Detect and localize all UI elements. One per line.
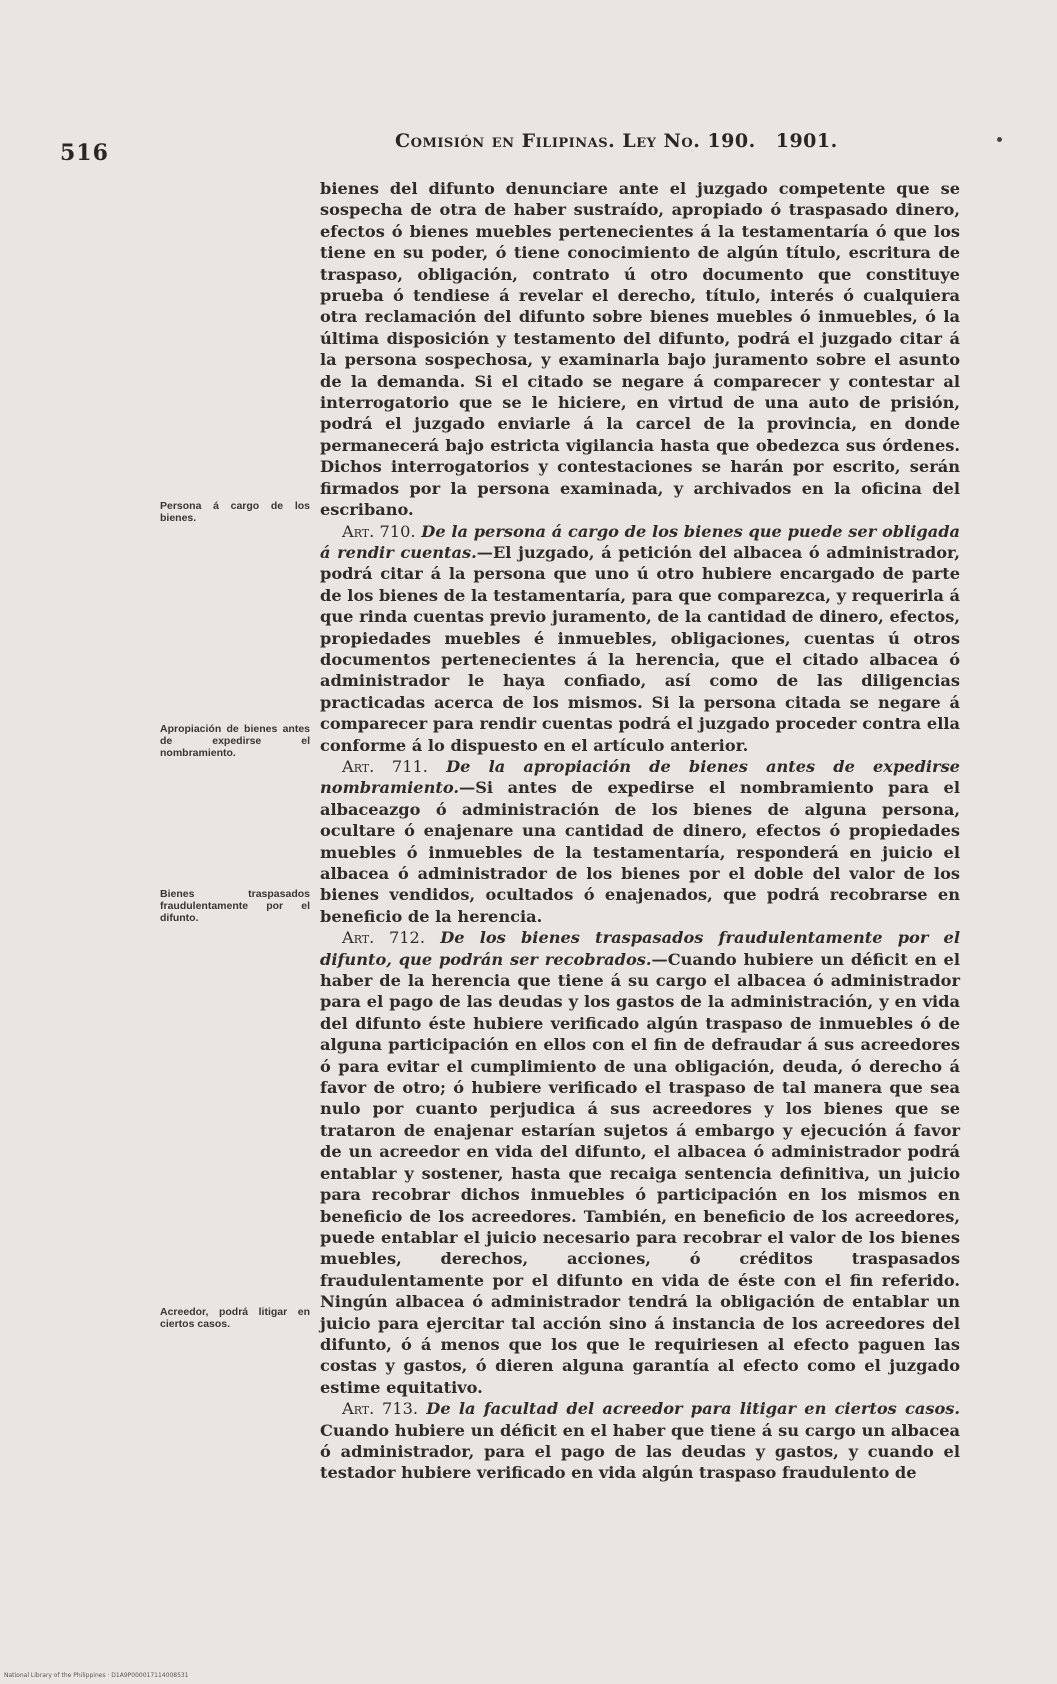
printer-dot <box>997 137 1002 142</box>
paragraph-continuation: bienes del difunto denunciare ante el juzgado competente que se sospecha de otra de haber sustraído, apropiado ó traspasado dinero, efectos ó bienes muebles pertenecientes á la testamentaría ó que los tiene en su poder, ó tiene conocimiento de algún título, escritura de traspaso, obligación, contrato ú otro documento que constituye prueba ó tendiese á revelar el derecho, título, interés ó cualquiera otra reclamación del difunto sobre bienes muebles ó inmuebles, ó la última disposición y testamento del difunto, podrá el juzgado citar á la persona sospechosa, y examinarla bajo juramento sobre el asunto de la demanda. Si el citado se negare á comparecer y contestar al interrogatorio que se le hiciere, en virtud de una auto de prisión, podrá el juzgado enviarle á la carcel de la provincia, en donde permanecerá bajo estricta vigilancia hasta que obedezca sus órdenes. Dichos interrogatorios y contestaciones se harán por escrito, serán firmados por la persona examinada, y archivados en la oficina del escribano. <box>320 179 960 520</box>
article-number: Art. 711. <box>342 756 428 776</box>
article-text: Cuando hubiere un déficit en el haber que tiene á su cargo un albacea ó administrador, para el pago de las deudas y gastos, y cuando el testador hubiere verificado en vida algún traspaso fraudulento de <box>320 1420 960 1483</box>
article-title: De la facultad del acreedor para litigar en ciertos casos. <box>426 1399 961 1419</box>
article-title: De la apropiación de bienes antes de expedirse nombramiento. <box>320 756 960 798</box>
article-713 <box>320 1398 960 1484</box>
article-712 <box>320 927 960 1398</box>
article-text: —El juzgado, á petición del albacea ó administrador, podrá citar á la persona que uno ú otro hubiere encargado de parte de los bienes de la testamentaría, para que comparezca, y requerirla á que rinda cuentas previo juramento, de la cantidad de dinero, efectos, propiedades muebles é inmuebles, obligaciones, cuentas ú otros documentos pertenecientes á la herencia, que el citado albacea ó administrador le haya confiado, así como de las diligencias practicadas acerca de los mismos. Si la persona citada se negare á comparecer para rendir cuentas podrá el juzgado proceder contra ella conforme á lo dispuesto en el artículo anterior. <box>320 542 961 755</box>
margin-note-art-711: Apropiación de bienes antes de expedirse el nombramiento. <box>160 723 310 759</box>
article-710 <box>320 521 960 756</box>
article-text: —Si antes de expedirse el nombramiento para el albaceazgo ó administración de los bienes de alguna persona, ocultare ó enajenare una cantidad de dinero, efectos ó propiedades muebles ó inmuebles de la testamentaría, responderá en juicio el albacea ó administrador de los bienes por el doble del valor de los bienes vendidos, ocultados ó enajenados, que podrá recobrarse en beneficio de la herencia. <box>320 778 960 926</box>
margin-note-art-710: Persona á cargo de los bienes. <box>160 500 310 524</box>
margin-note-art-713: Acreedor, podrá litigar en ciertos casos. <box>160 1306 310 1330</box>
article-number: Art. 712. <box>342 928 426 948</box>
running-head-title: Comisión en Filipinas. Ley No. 190. <box>395 130 756 152</box>
scan-footer: National Library of the Philippines · D1A9P000017114008531 <box>4 1672 189 1679</box>
running-head <box>395 130 838 152</box>
article-number: Art. 713. <box>342 1399 419 1419</box>
body-text <box>320 178 960 1484</box>
article-title: De la persona á cargo de los bienes que puede ser obligada á rendir cuentas. <box>320 521 961 562</box>
margin-note-art-712: Bienes traspasados fraudulentamente por el difunto. <box>160 888 310 924</box>
article-text: —Cuando hubiere un déficit en el haber de la herencia que tiene á su cargo el albacea ó administrador para el pago de las deudas y los gastos de la administración, y en vida del difunto éste hubiere verificado algún traspaso de inmuebles ó de alguna participación en ellos con el fin de defraudar á sus acreedores ó para evitar el cumplimiento de una obligación, deuda, ó derecho á favor de otro; ó hubiere verificado el traspaso de tal manera que sea nulo por cuanto perjudica á sus acreedores y los bienes que se trataron de enajenar estarían sujetos á embargo y ejecución á favor de un acreedor en vida del difunto, el albacea ó administrador podrá entablar y sostener, hasta que recaiga sentencia definitiva, un juicio para recobrar dichos inmuebles ó participación en los mismos en beneficio de los acreedores. También, en beneficio de los acreedores, puede entablar el juicio necesario para recobrar el valor de los bienes muebles, derechos, acciones, ó créditos traspasados fraudulentamente por el difunto en vida de éste con el fin referido. Ningún albacea ó administrador tendrá la obligación de entablar un juicio para ejercitar tal acción sino á instancia de los acreedores del difunto, ó á menos que los que le requiriesen al efecto paguen las costas y gastos, ó dieren alguna garantía al efecto como el juzgado estime equitativo. <box>320 949 960 1397</box>
page-number: 516 <box>60 140 109 166</box>
article-title: De los bienes traspasados fraudulentamente por el difunto, que podrán ser recobrados. <box>320 928 960 969</box>
article-number: Art. 710. <box>342 521 416 541</box>
article-711 <box>320 756 960 927</box>
running-head-year: 1901. <box>775 130 838 152</box>
